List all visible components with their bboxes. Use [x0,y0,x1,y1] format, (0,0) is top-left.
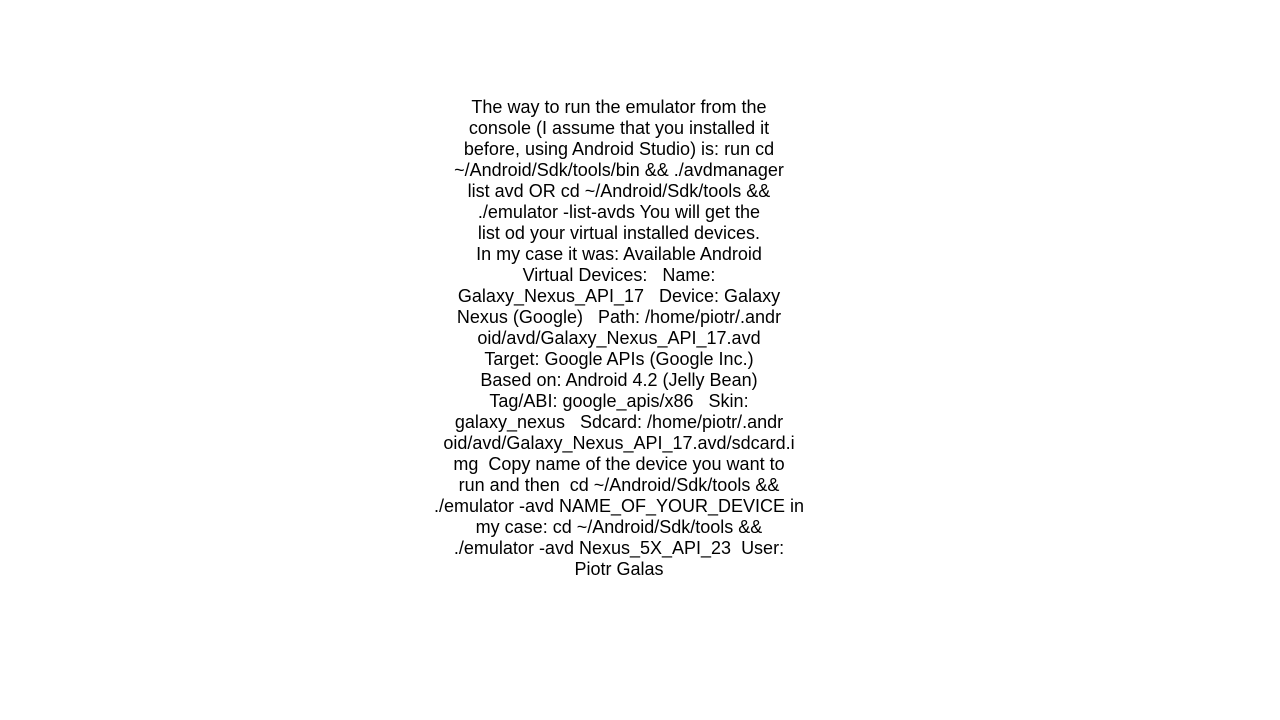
text-line: In my case it was: Available Android [476,244,762,264]
text-line: galaxy_nexus Sdcard: /home/piotr/.andr [454,412,784,432]
text-line: ./emulator -avd Nexus_5X_API_23 User: [453,538,785,558]
text-line: list od your virtual installed devices. [477,223,761,243]
text-line: Tag/ABI: google_apis/x86 Skin: [489,391,749,411]
text-line: Target: Google APIs (Google Inc.) [484,349,754,369]
text-line: my case: cd ~/Android/Sdk/tools && [475,517,763,537]
text-line: before, using Android Studio) is: run cd [463,139,775,159]
text-line: console (I assume that you installed it [468,118,770,138]
text-line: run and then cd ~/Android/Sdk/tools && [458,475,780,495]
text-line: list avd OR cd ~/Android/Sdk/tools && [467,181,771,201]
text-line: Virtual Devices: Name: [522,265,716,285]
answer-text [0,97,1238,580]
text-line: Piotr Galas [574,559,664,579]
text-line: Based on: Android 4.2 (Jelly Bean) [480,370,758,390]
text-line: oid/avd/Galaxy_Nexus_API_17.avd [477,328,761,348]
text-line: Nexus (Google) Path: /home/piotr/.andr [456,307,782,327]
text-line: The way to run the emulator from the [471,97,767,117]
text-line: oid/avd/Galaxy_Nexus_API_17.avd/sdcard.i [443,433,795,453]
text-line: Galaxy_Nexus_API_17 Device: Galaxy [457,286,781,306]
text-line: mg Copy name of the device you want to [453,454,785,474]
text-line: ./emulator -avd NAME_OF_YOUR_DEVICE in [433,496,805,516]
text-line: ./emulator -list-avds You will get the [477,202,761,222]
text-line: ~/Android/Sdk/tools/bin && ./avdmanager [454,160,784,180]
